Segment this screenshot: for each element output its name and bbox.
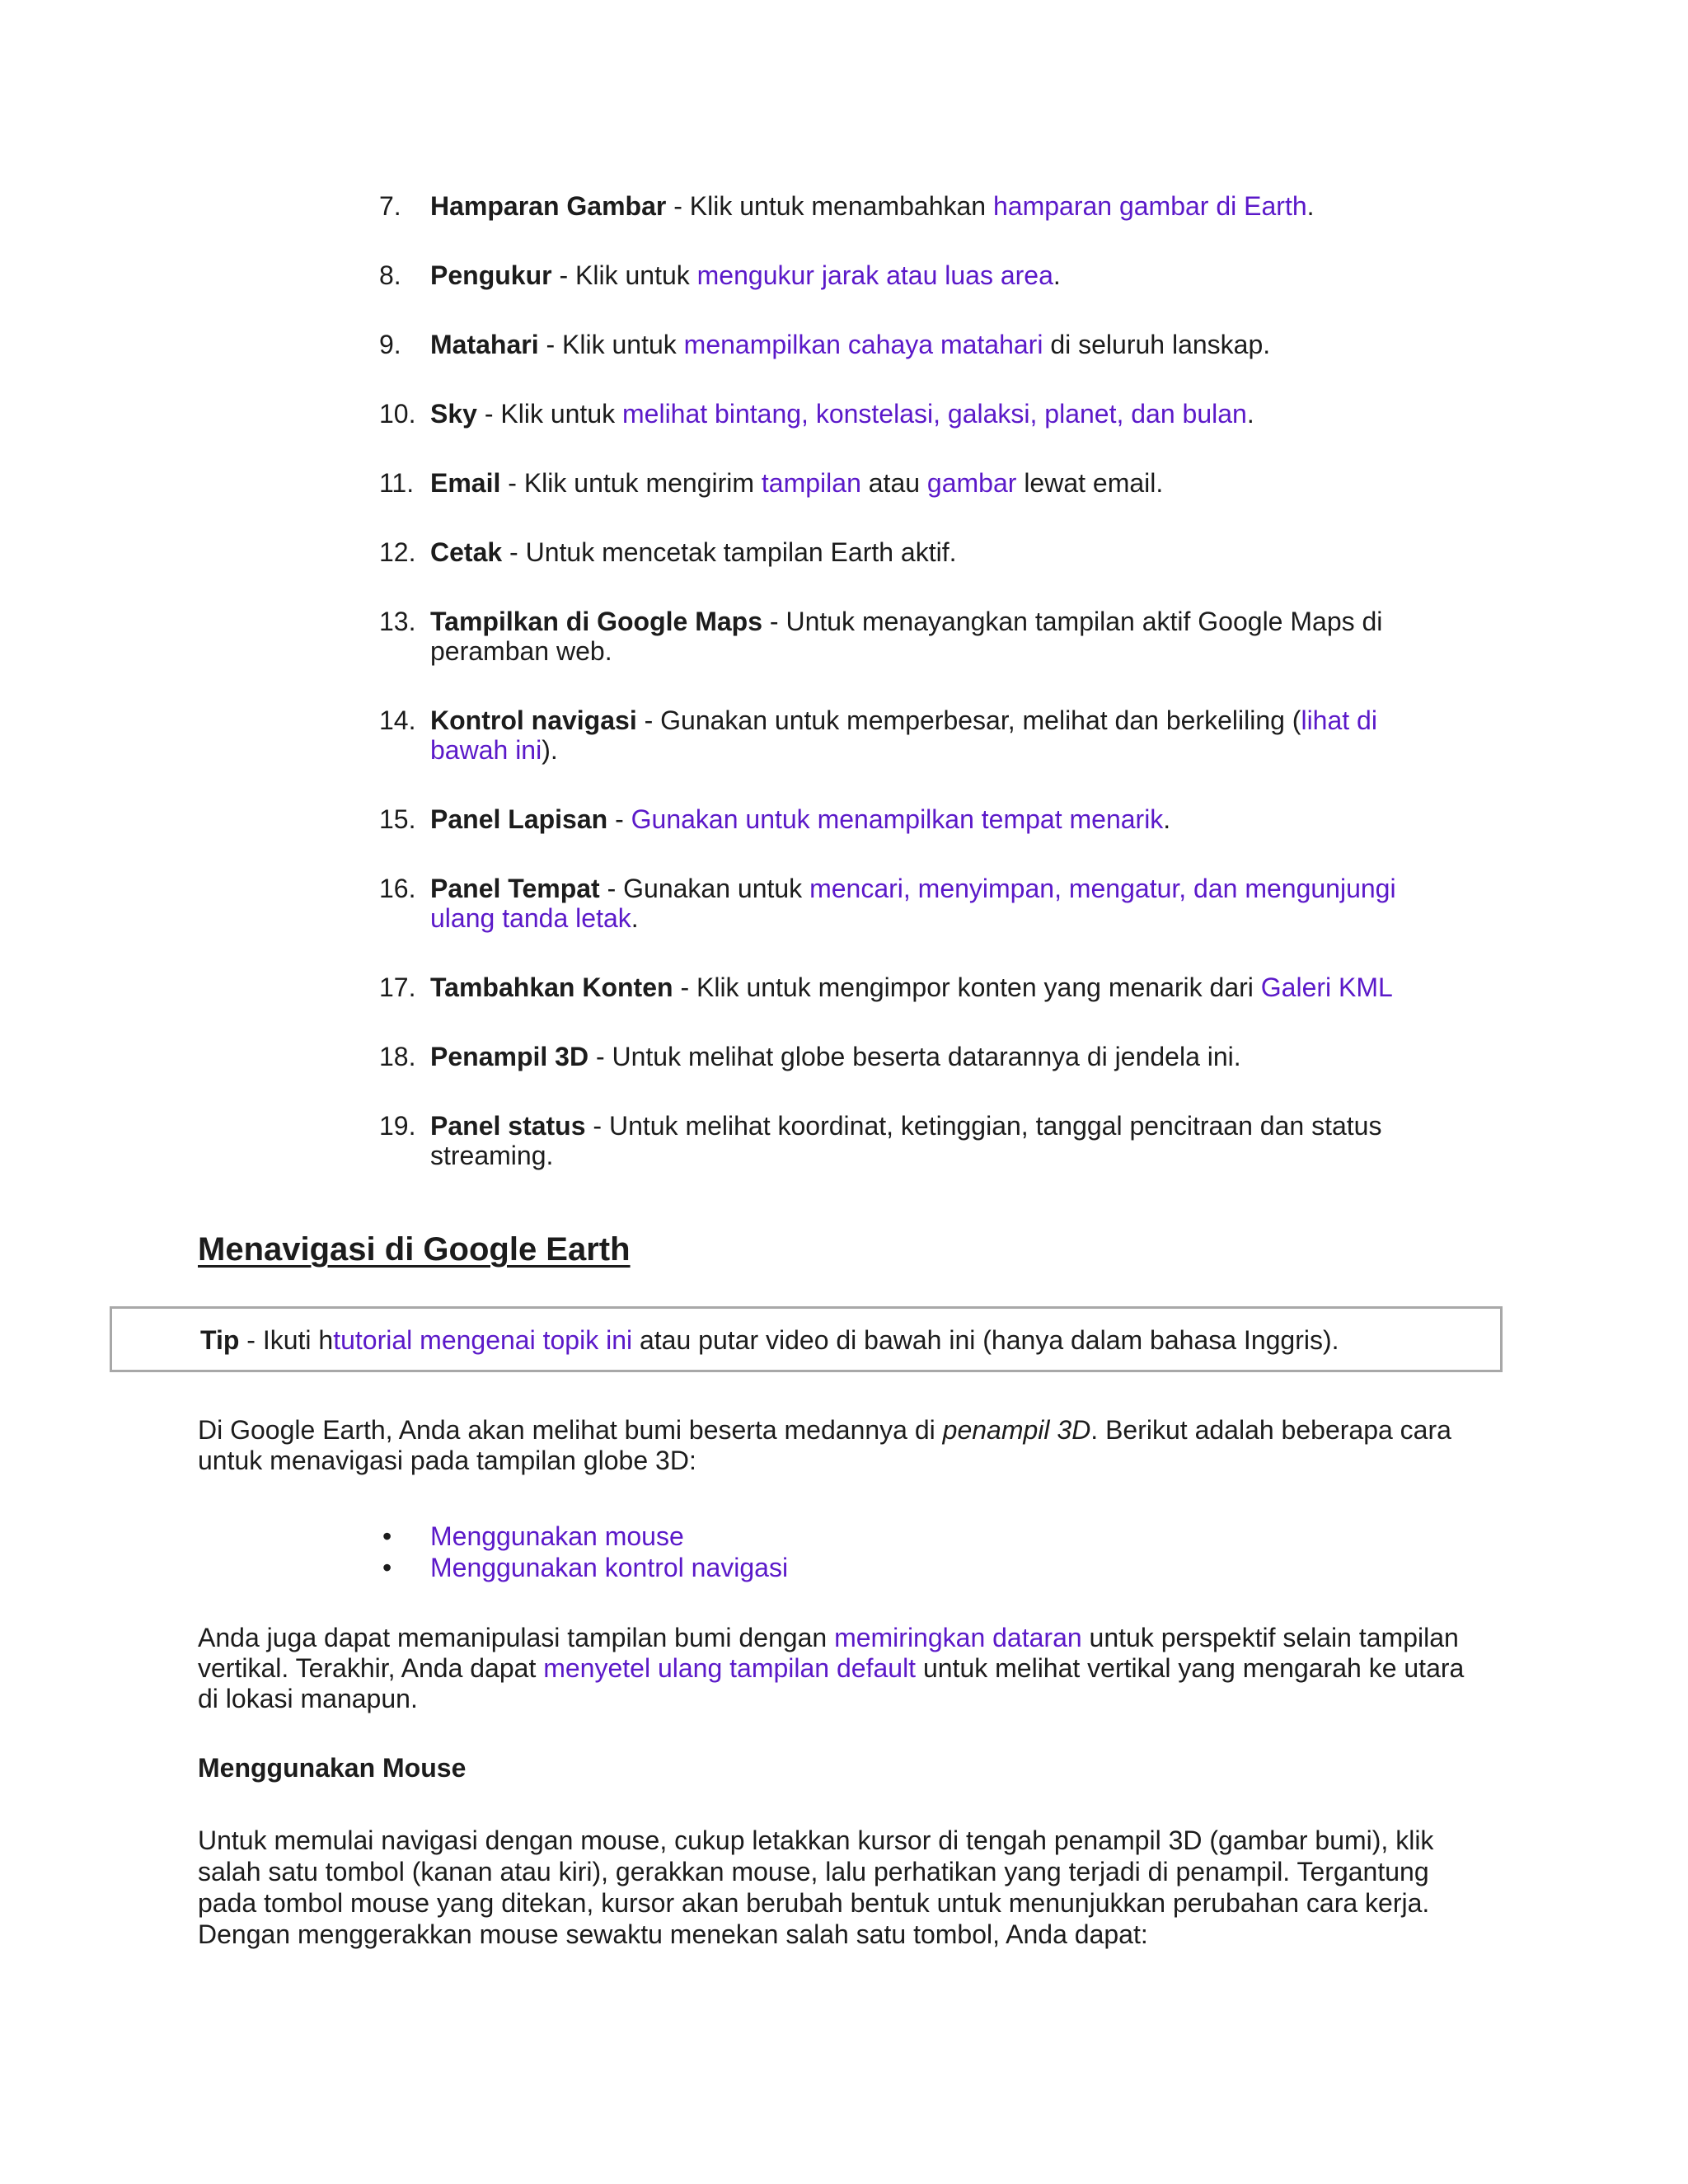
list-item bbox=[379, 537, 1451, 567]
item-text: . bbox=[1163, 804, 1171, 834]
item-separator: - bbox=[551, 260, 576, 290]
tip-label: Tip bbox=[200, 1325, 240, 1355]
item-text: . bbox=[1246, 399, 1254, 429]
bullet-icon: • bbox=[382, 1553, 392, 1582]
tip-tutorial-link[interactable]: tutorial mengenai topik ini bbox=[333, 1325, 633, 1355]
item-text: Untuk menayangkan tampilan aktif Google Maps di peramban web. bbox=[430, 607, 1383, 666]
tip-text-part: - Ikuti h bbox=[239, 1325, 334, 1355]
list-item bbox=[379, 804, 1451, 834]
item-number: 8. bbox=[379, 260, 401, 290]
item-text: Klik untuk bbox=[575, 260, 697, 290]
item-text: Untuk melihat globe beserta datarannya di jendela ini. bbox=[612, 1042, 1241, 1071]
item-title: Hamparan Gambar bbox=[430, 191, 667, 221]
item-text: Gunakan untuk memperbesar, melihat dan berkeliling ( bbox=[660, 705, 1301, 735]
navigation-methods-list bbox=[379, 1521, 788, 1583]
item-separator: - bbox=[502, 537, 526, 567]
intro-paragraph bbox=[198, 1415, 1484, 1476]
item-text: . bbox=[1053, 260, 1061, 290]
item-title: Penampil 3D bbox=[430, 1042, 589, 1071]
tip-box bbox=[110, 1306, 1503, 1372]
emphasis-text: penampil 3D bbox=[942, 1415, 1091, 1445]
subheading: Menggunakan Mouse bbox=[198, 1753, 467, 1783]
item-separator: - bbox=[538, 330, 563, 359]
list-item bbox=[379, 399, 1451, 429]
item-number: 12. bbox=[379, 537, 416, 567]
item-title: Pengukur bbox=[430, 260, 552, 290]
item-number: 7. bbox=[379, 191, 401, 221]
list-item bbox=[379, 468, 1451, 498]
item-number: 18. bbox=[379, 1042, 416, 1071]
item-number: 19. bbox=[379, 1111, 416, 1141]
tip-text-part: atau putar video di bawah ini (hanya dalam bahasa Inggris). bbox=[632, 1325, 1339, 1355]
use-navigation-controls-link[interactable]: Menggunakan kontrol navigasi bbox=[430, 1553, 789, 1582]
paragraph-text: untuk melihat vertikal yang mengarah ke utara di lokasi manapun. bbox=[198, 1653, 1465, 1713]
item-number: 14. bbox=[379, 705, 416, 735]
item-link[interactable]: melihat bintang, konstelasi, galaksi, planet, dan bulan bbox=[622, 399, 1247, 429]
item-number: 13. bbox=[379, 607, 416, 636]
tip-text bbox=[200, 1325, 1339, 1355]
list-item bbox=[379, 607, 1451, 666]
item-text: . bbox=[631, 903, 639, 933]
item-text: Untuk melihat koordinat, ketinggian, tanggal pencitraan dan status streaming. bbox=[430, 1111, 1382, 1170]
list-item bbox=[379, 874, 1451, 933]
item-text: Klik untuk menambahkan bbox=[689, 191, 993, 221]
item-text: di seluruh lanskap. bbox=[1043, 330, 1271, 359]
item-title: Email bbox=[430, 468, 501, 498]
item-number: 17. bbox=[379, 972, 416, 1002]
paragraph-text: Anda juga dapat memanipulasi tampilan bumi dengan bbox=[198, 1623, 835, 1652]
item-title: Panel Tempat bbox=[430, 874, 600, 903]
item-separator: - bbox=[636, 705, 661, 735]
item-link[interactable]: lihat di bawah ini bbox=[430, 705, 1377, 765]
section-heading: Menavigasi di Google Earth bbox=[198, 1231, 631, 1268]
item-separator: - bbox=[673, 972, 696, 1002]
list-item bbox=[379, 705, 1451, 765]
item-title: Panel status bbox=[430, 1111, 586, 1141]
item-text: Gunakan untuk bbox=[623, 874, 810, 903]
item-link[interactable]: Gunakan untuk menampilkan tempat menarik bbox=[631, 804, 1164, 834]
item-text: Klik untuk mengirim bbox=[523, 468, 762, 498]
item-separator: - bbox=[500, 468, 524, 498]
list-item bbox=[379, 260, 1451, 290]
item-text: lewat email. bbox=[1016, 468, 1164, 498]
item-title: Sky bbox=[430, 399, 477, 429]
item-link[interactable]: hamparan gambar di Earth bbox=[992, 191, 1307, 221]
list-item bbox=[379, 1042, 1451, 1071]
item-text: Klik untuk mengimpor konten yang menarik dari bbox=[696, 972, 1261, 1002]
item-number: 9. bbox=[379, 330, 401, 359]
item-title: Cetak bbox=[430, 537, 503, 567]
item-link[interactable]: gambar bbox=[926, 468, 1017, 498]
item-separator: - bbox=[599, 874, 624, 903]
list-item bbox=[379, 1111, 1451, 1170]
list-item bbox=[379, 972, 1451, 1002]
use-mouse-link[interactable]: Menggunakan mouse bbox=[430, 1521, 684, 1551]
item-title: Tambahkan Konten bbox=[430, 972, 673, 1002]
manipulate-paragraph bbox=[198, 1623, 1484, 1714]
list-item bbox=[379, 1521, 788, 1552]
item-text: atau bbox=[860, 468, 927, 498]
item-separator: - bbox=[585, 1111, 609, 1141]
item-link[interactable]: mencari, menyimpan, mengatur, dan mengunjungi ulang tanda letak bbox=[430, 874, 1396, 933]
paragraph-text: untuk perspektif selain tampilan vertikal. Terakhir, Anda dapat bbox=[198, 1623, 1459, 1683]
toolbar-features-list bbox=[379, 191, 1451, 1210]
item-number: 10. bbox=[379, 399, 416, 429]
item-title: Tampilkan di Google Maps bbox=[430, 607, 763, 636]
item-title: Kontrol navigasi bbox=[430, 705, 637, 735]
item-text: Klik untuk bbox=[562, 330, 684, 359]
list-item bbox=[379, 330, 1451, 359]
mouse-paragraph: Untuk memulai navigasi dengan mouse, cukup letakkan kursor di tengah penampil 3D (gambar bumi), klik salah satu tombol (kanan atau kiri), gerakkan mouse, lalu perhatikan yang terjadi di penampil. Tergantung pada tombol mouse yang ditekan, kursor akan berubah bentuk untuk menunjukkan perubahan cara kerja. Dengan menggerakkan mouse sewaktu menekan salah satu tombol, Anda dapat: bbox=[198, 1825, 1434, 1949]
bullet-icon: • bbox=[382, 1521, 392, 1551]
list-item bbox=[379, 1552, 788, 1583]
item-link[interactable]: tampilan bbox=[761, 468, 861, 498]
item-number: 11. bbox=[379, 468, 415, 498]
item-text: . bbox=[1306, 191, 1315, 221]
reset-default-view-link[interactable]: menyetel ulang tampilan default bbox=[543, 1653, 917, 1683]
item-separator: - bbox=[666, 191, 690, 221]
list-item bbox=[379, 191, 1451, 221]
tilt-terrain-link[interactable]: memiringkan dataran bbox=[834, 1623, 1082, 1652]
item-separator: - bbox=[588, 1042, 612, 1071]
item-title: Matahari bbox=[430, 330, 539, 359]
item-separator: - bbox=[762, 607, 786, 636]
paragraph-text: . Berikut adalah beberapa cara untuk menavigasi pada tampilan globe 3D: bbox=[198, 1415, 1451, 1475]
item-link[interactable]: Galeri KML bbox=[1260, 972, 1393, 1002]
item-text: ). bbox=[542, 735, 558, 765]
item-number: 15. bbox=[379, 804, 416, 834]
item-link[interactable]: menampilkan cahaya matahari bbox=[683, 330, 1043, 359]
item-separator: - bbox=[476, 399, 501, 429]
item-separator: - bbox=[607, 804, 631, 834]
item-title: Panel Lapisan bbox=[430, 804, 608, 834]
item-number: 16. bbox=[379, 874, 416, 903]
item-text: Klik untuk bbox=[500, 399, 622, 429]
item-text: Untuk mencetak tampilan Earth aktif. bbox=[525, 537, 957, 567]
paragraph-text: Di Google Earth, Anda akan melihat bumi beserta medannya di bbox=[198, 1415, 943, 1445]
item-link[interactable]: mengukur jarak atau luas area bbox=[696, 260, 1053, 290]
